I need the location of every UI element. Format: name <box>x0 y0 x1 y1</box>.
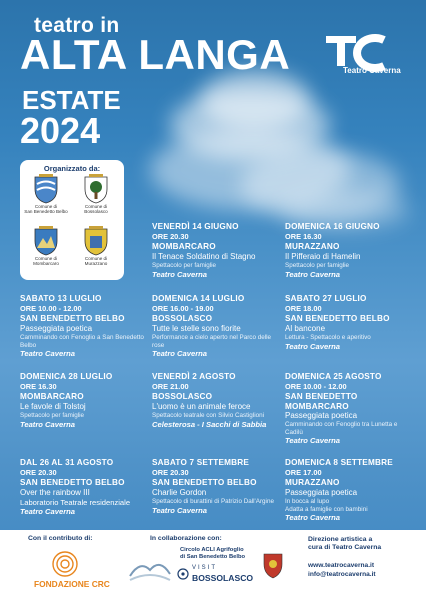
sponsor-footer <box>0 530 426 602</box>
event-place: MOMBARCARO <box>20 392 84 401</box>
pre-title: teatro in <box>34 14 120 37</box>
event-date: DOMENICA 8 SETTEMBRE <box>285 458 393 467</box>
collaboration-label: In collaborazione con: <box>150 535 222 542</box>
event-place: SAN BENEDETTO BELBO <box>152 478 257 487</box>
event-time: ORE 10.00 - 12.00 <box>285 382 347 391</box>
event-company: Teatro Caverna <box>152 505 208 515</box>
teatro-caverna-logo <box>324 32 408 80</box>
regional-crest-icon <box>262 552 284 580</box>
event-card <box>152 294 280 359</box>
event-title: Passeggiata poetica <box>285 411 358 421</box>
event-time: ORE 10.00 - 12.00 <box>20 304 82 313</box>
event-company: Teatro Caverna <box>285 436 341 446</box>
event-time: ORE 20.30 <box>20 468 57 477</box>
event-date: VENERDÌ 2 AGOSTO <box>152 372 236 381</box>
event-title: Le favole di Tolstoj <box>20 402 86 411</box>
website-link[interactable]: www.teatrocaverna.it <box>308 562 375 569</box>
season-label: ESTATE <box>22 85 121 115</box>
cloud-shape <box>200 70 310 130</box>
event-title: Il Tenace Soldatino di Stagno <box>152 252 256 261</box>
event-description: Camminando con Fenoglio a San Benedetto Belbo <box>20 334 144 349</box>
coat-of-arms-icon <box>81 226 111 256</box>
logo-name: Teatro Caverna <box>343 66 401 75</box>
event-title: Over the rainbow III <box>20 488 90 497</box>
event-card <box>285 294 415 352</box>
event-description: Lettura - Spettacolo e aperitivo <box>285 334 371 341</box>
event-company: Celesterosa - I Sacchi di Sabbia <box>152 419 267 429</box>
email-link[interactable]: info@teatrocaverna.it <box>308 571 376 578</box>
event-card <box>20 458 148 517</box>
crest-bossolasco <box>44 174 148 215</box>
event-place: BOSSOLASCO <box>152 392 213 401</box>
event-date: SABATO 27 LUGLIO <box>285 294 367 303</box>
event-description: Spettacolo per famiglie <box>20 412 85 419</box>
crc-name: FONDAZIONE CRC <box>34 579 110 589</box>
event-description: Camminando con Fenoglio tra Lunetta e Cadilù <box>285 421 398 436</box>
event-card <box>152 222 282 280</box>
crest-murazzano <box>44 226 148 267</box>
circolo-label: Circolo ACLI Agrifoglio di San Benedetto Belbo <box>180 547 246 560</box>
event-time: ORE 16.00 - 19.00 <box>152 304 214 313</box>
organizer-name: Comune di San Benedetto Belbo <box>24 204 68 215</box>
event-title: Charlie Gordon <box>152 488 207 497</box>
event-card <box>285 458 419 523</box>
event-company: Teatro Caverna <box>20 349 76 359</box>
event-company: Teatro Caverna <box>285 269 341 279</box>
contributor-label: Con il contributo di: <box>28 535 93 542</box>
organizer-name: Comune di Mombarcaro <box>33 256 59 267</box>
event-card <box>20 372 148 430</box>
event-card <box>20 294 148 359</box>
event-place: BOSSOLASCO <box>152 314 213 323</box>
organizers-heading: Organizzato da: <box>43 164 101 173</box>
flower-icon <box>176 567 190 581</box>
event-date: DAL 26 AL 31 AGOSTO <box>20 458 114 467</box>
event-company: Teatro Caverna <box>20 419 76 429</box>
event-place: SAN BENEDETTO BELBO <box>20 478 125 487</box>
event-card <box>285 222 415 280</box>
event-date: SABATO 13 LUGLIO <box>20 294 102 303</box>
event-time: ORE 20.30 <box>152 468 189 477</box>
event-card <box>152 372 282 430</box>
organizer-name: Comune di Murazzano <box>84 256 108 267</box>
coat-of-arms-icon <box>81 174 111 204</box>
event-company: Teatro Caverna <box>285 513 341 523</box>
event-place: SAN BENEDETTO MOMBARCARO <box>285 392 358 411</box>
visit-small: VISIT <box>192 565 218 571</box>
event-title: Il Pifferaio di Hamelin <box>285 252 361 261</box>
event-description: Spettacolo di burattini di Patrizio Dall'Argine <box>152 498 274 505</box>
event-date: DOMENICA 25 AGOSTO <box>285 372 382 381</box>
event-description: Performance a cielo aperto nel Parco delle rose <box>152 334 272 349</box>
event-place: MURAZZANO <box>285 478 340 487</box>
event-company: Teatro Caverna <box>152 269 208 279</box>
event-title: Tutte le stelle sono fiorite <box>152 324 241 333</box>
event-place: MURAZZANO <box>285 242 340 251</box>
event-company: Teatro Caverna <box>152 349 208 359</box>
event-description: Spettacolo per famiglie <box>152 262 217 269</box>
event-title: Passeggiata poetica <box>285 488 358 497</box>
event-place: MOMBARCARO <box>152 242 216 251</box>
event-date: DOMENICA 14 LUGLIO <box>152 294 245 303</box>
event-time: ORE 18.00 <box>285 304 322 313</box>
event-title: L'uomo è un animale feroce <box>152 402 251 411</box>
fondazione-crc-logo-icon <box>38 546 92 578</box>
landscape-logo-icon <box>128 556 172 582</box>
event-date: DOMENICA 16 GIUGNO <box>285 222 380 231</box>
event-title: Al bancone <box>285 324 326 333</box>
organizer-name: Comune di Bossolasco <box>84 204 108 215</box>
event-card <box>285 372 415 446</box>
event-company: Teatro Caverna <box>20 507 76 516</box>
event-card <box>152 458 282 516</box>
event-time: ORE 17.00 <box>285 468 322 477</box>
event-title: Passeggiata poetica <box>20 324 93 333</box>
event-company: Teatro Caverna <box>285 341 341 351</box>
event-description: Laboratorio Teatrale residenziale <box>20 498 131 507</box>
event-date: DOMENICA 28 LUGLIO <box>20 372 113 381</box>
event-time: ORE 16.30 <box>20 382 57 391</box>
visit-bossolasco: BOSSOLASCO <box>192 573 254 583</box>
event-time: ORE 20.30 <box>152 232 189 241</box>
direction-label: Direzione artistica a cura di Teatro Caverna <box>308 536 382 552</box>
event-time: ORE 21.00 <box>152 382 189 391</box>
event-date: SABATO 7 SETTEMBRE <box>152 458 250 467</box>
year-label: 2024 <box>20 110 101 151</box>
event-description: Spettacolo teatrale con Silvio Castiglioni <box>152 412 265 419</box>
event-description: Spettacolo per famiglie <box>285 262 350 269</box>
event-description: In bocca al lupo Adatta a famiglie con bambini <box>285 498 368 513</box>
organizers-panel <box>20 160 124 280</box>
main-title: ALTA LANGA <box>20 31 291 78</box>
event-place: SAN BENEDETTO BELBO <box>285 314 390 323</box>
event-time: ORE 16.30 <box>285 232 322 241</box>
event-date: VENERDÌ 14 GIUGNO <box>152 222 239 231</box>
event-place: SAN BENEDETTO BELBO <box>20 314 125 323</box>
